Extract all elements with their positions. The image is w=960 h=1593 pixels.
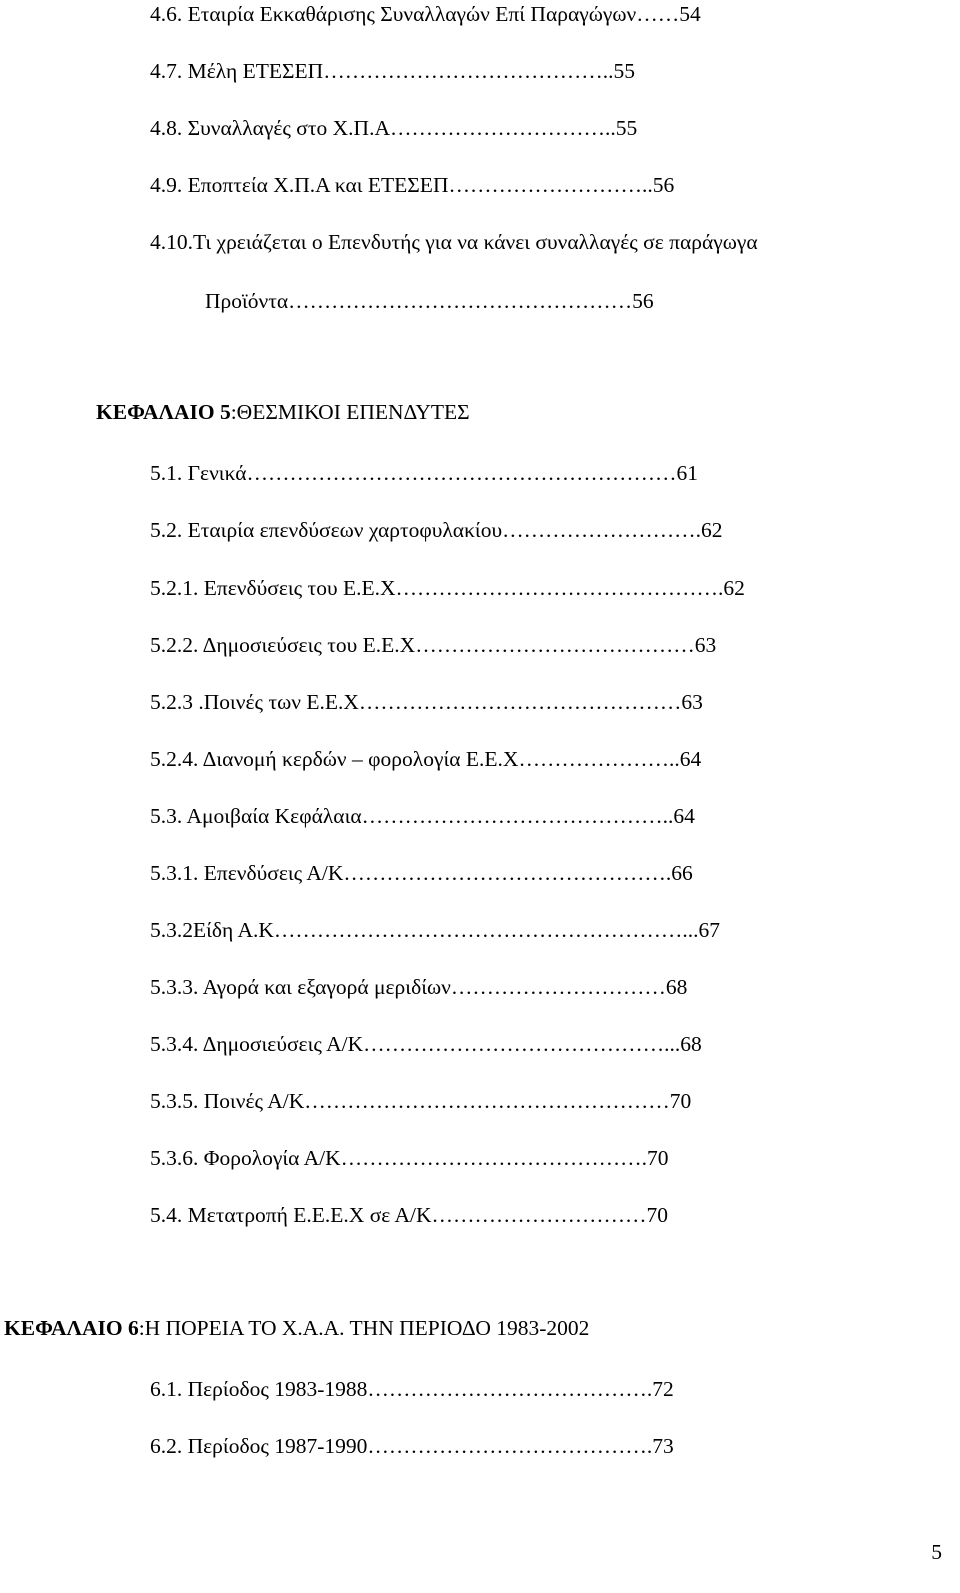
toc-entry bbox=[205, 287, 654, 315]
toc-entry-page: 64 bbox=[679, 747, 702, 771]
chapter-heading bbox=[96, 398, 470, 426]
toc-entry-page: 63 bbox=[681, 690, 703, 714]
toc-entry bbox=[150, 916, 720, 944]
toc-entry bbox=[150, 57, 635, 85]
toc-entry-label: 5.3. Αμοιβαία Κεφάλαια bbox=[150, 804, 362, 828]
toc-entry-page: 54 bbox=[679, 2, 701, 26]
toc-entry bbox=[150, 1087, 691, 1115]
toc-entry-page: 61 bbox=[676, 461, 698, 485]
toc-entry-dots: ……………………………………… bbox=[358, 690, 682, 714]
toc-entry-dots: ………………………… bbox=[450, 975, 666, 999]
toc-entry bbox=[150, 228, 758, 256]
chapter-heading-keyword: ΚΕΦΑΛΑΙΟ 6 bbox=[4, 1316, 139, 1340]
toc-entry bbox=[150, 745, 701, 773]
toc-entry-page: 66 bbox=[671, 861, 693, 885]
toc-entry-dots: ………………………… bbox=[431, 1203, 647, 1227]
toc-entry-page: 62 bbox=[723, 576, 745, 600]
toc-entry bbox=[150, 688, 703, 716]
toc-entry-dots: ………………………. bbox=[502, 518, 701, 542]
toc-entry bbox=[150, 1144, 669, 1172]
toc-entry-dots: ………………………………….. bbox=[323, 59, 614, 83]
toc-entry-label: 5.1. Γενικά bbox=[150, 461, 247, 485]
toc-entry-dots: …………………………………. bbox=[367, 1377, 653, 1401]
toc-entry-label: 4.8. Συναλλαγές στο Χ.Π.Α bbox=[150, 116, 390, 140]
toc-entry-page: 68 bbox=[680, 1032, 702, 1056]
toc-entry bbox=[150, 171, 674, 199]
toc-entry-dots: …………………………………………………… bbox=[246, 461, 677, 485]
toc-entry-dots: …………………………………. bbox=[367, 1434, 653, 1458]
toc-entry bbox=[150, 859, 693, 887]
toc-entry-dots: …………………………………………………... bbox=[273, 918, 699, 942]
toc-entry-page: 63 bbox=[694, 633, 717, 657]
toc-entry-label: 5.2. Εταιρία επενδύσεων χαρτοφυλακίου bbox=[150, 518, 503, 542]
toc-entry-label: 5.2.4. Διανομή κερδών – φορολογία Ε.Ε.Χ bbox=[150, 747, 519, 771]
chapter-heading-title: :Η ΠΟΡΕΙΑ ΤΟ Χ.Α.Α. ΤΗΝ ΠΕΡΙΟΔΟ 1983-2002 bbox=[138, 1316, 590, 1340]
toc-entry-label: 4.6. Εταιρία Εκκαθάρισης Συναλλαγών Επί Παραγώγων bbox=[150, 2, 637, 26]
toc-entry-dots: ……………………….. bbox=[448, 173, 653, 197]
toc-entry-label: 5.3.6. Φορολογία Α/Κ bbox=[150, 1146, 341, 1170]
toc-entry-label: 5.2.3 .Ποινές των Ε.Ε.Χ bbox=[150, 690, 359, 714]
toc-entry-dots: ………………………………………. bbox=[395, 576, 724, 600]
toc-entry-label: 5.2.2. Δημοσιεύσεις του Ε.Ε.Χ bbox=[150, 633, 416, 657]
toc-entry-label: 5.3.4. Δημοσιεύσεις Α/Κ bbox=[150, 1032, 364, 1056]
toc-entry bbox=[150, 1375, 674, 1403]
toc-entry-page: 67 bbox=[698, 918, 721, 942]
toc-entry bbox=[150, 802, 695, 830]
toc-entry-label: 5.3.3. Αγορά και εξαγορά μεριδίων bbox=[150, 975, 451, 999]
toc-entry-dots: …………………………………………… bbox=[304, 1089, 670, 1113]
toc-entry bbox=[150, 631, 716, 659]
toc-entry-label: 5.3.5. Ποινές Α/Κ bbox=[150, 1089, 305, 1113]
toc-entry-label: 5.3.1. Επενδύσεις Α/Κ bbox=[150, 861, 344, 885]
chapter-heading bbox=[4, 1314, 589, 1342]
toc-entry-dots: ………………………………………… bbox=[288, 289, 633, 313]
toc-entry-page: 73 bbox=[652, 1434, 674, 1458]
toc-entry-page: 56 bbox=[652, 173, 675, 197]
toc-entry-page: 70 bbox=[647, 1146, 669, 1170]
toc-entry bbox=[150, 516, 722, 544]
toc-entry-label: 4.9. Εποπτεία Χ.Π.Α και ΕΤΕΣΕΠ bbox=[150, 173, 449, 197]
toc-entry-label: 5.2.1. Επενδύσεις του Ε.Ε.Χ bbox=[150, 576, 396, 600]
toc-entry-label: 4.10.Τι χρειάζεται ο Επενδυτής για να κάνει συναλλαγές σε παράγωγα bbox=[150, 230, 758, 254]
toc-entry-page: 72 bbox=[652, 1377, 674, 1401]
toc-entry-dots: …………………………………….. bbox=[361, 804, 674, 828]
toc-entry-dots: ……………………………………... bbox=[363, 1032, 681, 1056]
toc-entry-page: 70 bbox=[669, 1089, 692, 1113]
toc-entry-label: 5.4. Μετατροπή Ε.Ε.Ε.Χ σε Α/Κ bbox=[150, 1203, 432, 1227]
toc-entry-dots: ………………………….. bbox=[390, 116, 616, 140]
chapter-heading-keyword: ΚΕΦΑΛΑΙΟ 5 bbox=[96, 400, 231, 424]
toc-entry-dots: ………………………………………. bbox=[343, 861, 672, 885]
toc-entry bbox=[150, 114, 637, 142]
toc-entry-label: 6.2. Περίοδος 1987-1990 bbox=[150, 1434, 368, 1458]
toc-entry-page: 56 bbox=[632, 289, 654, 313]
toc-entry-page: 55 bbox=[615, 116, 638, 140]
toc-entry-dots: ………………………………… bbox=[415, 633, 695, 657]
toc-entry bbox=[150, 1030, 702, 1058]
toc-entry bbox=[150, 0, 701, 28]
toc-entry-label: 5.3.2Είδη Α.Κ bbox=[150, 918, 274, 942]
toc-entry bbox=[150, 574, 745, 602]
toc-entry-page: 62 bbox=[700, 518, 723, 542]
toc-entry-label: Προϊόντα bbox=[205, 289, 289, 313]
chapter-heading-title: :ΘΕΣΜΙΚΟΙ ΕΠΕΝΔΥΤΕΣ bbox=[230, 400, 470, 424]
toc-entry-dots: …… bbox=[636, 2, 680, 26]
page-number: 5 bbox=[931, 1540, 942, 1564]
toc-entry-dots: ……………………………………. bbox=[340, 1146, 648, 1170]
toc-entry bbox=[150, 1432, 674, 1460]
toc-entry-page: 55 bbox=[613, 59, 635, 83]
toc-entry-dots: ………………….. bbox=[518, 747, 680, 771]
toc-entry bbox=[150, 459, 698, 487]
toc-entry bbox=[150, 973, 687, 1001]
toc-entry-page: 64 bbox=[673, 804, 695, 828]
toc-entry-label: 6.1. Περίοδος 1983-1988 bbox=[150, 1377, 368, 1401]
toc-entry-page: 68 bbox=[665, 975, 688, 999]
toc-entry-label: 4.7. Μέλη ΕΤΕΣΕΠ bbox=[150, 59, 324, 83]
toc-entry bbox=[150, 1201, 668, 1229]
toc-entry-page: 70 bbox=[646, 1203, 669, 1227]
